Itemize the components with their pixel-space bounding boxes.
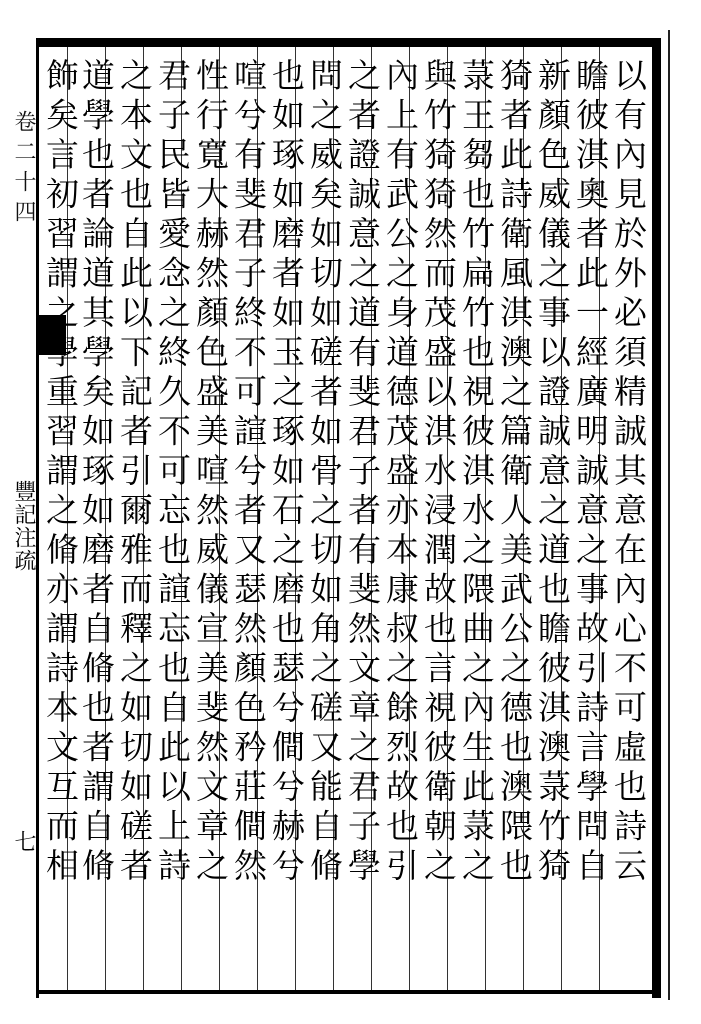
text-column: 之本文也自此以下記者引爾雅而釋之如切如磋者: [115, 58, 154, 888]
text-column: 內上有武公之身道德茂盛亦本康叔之餘烈故也引: [381, 58, 420, 888]
page-frame-left: [36, 38, 39, 998]
page-number: 七: [11, 830, 36, 852]
volume-marks: 卷二十四: [11, 110, 36, 230]
text-column: 飾矣言初習謂之學重習謂之脩亦謂詩本文互而相: [41, 58, 80, 888]
text-column: 性行寬大赫然顏色盛美喧然威儀宣美斐然文章之: [191, 58, 230, 888]
text-column: 之者證誠意之道有斐君子者有斐然文章之君子學: [343, 58, 382, 888]
text-column: 君子民皆愛念之終久不可忘也諠忘也自此以上詩: [153, 58, 192, 888]
text-column: 瞻彼淇奧者此一經廣明誠意之事故引詩言學問自: [571, 58, 610, 888]
page-frame-right: [652, 38, 661, 998]
gutter-margin: [4, 40, 34, 1000]
text-column: 菉王芻也竹扁竹也視彼淇水之隈曲之內生此菉之: [457, 58, 496, 888]
text-column: 與竹猗猗然而茂盛以淇水浸潤故也言視彼衛朝之: [419, 58, 458, 888]
text-column: 新顏色威儀之事以證誠意之道也瞻彼淇澳菉竹猗: [533, 58, 572, 888]
page-edge-line: [668, 30, 670, 1000]
text-column: 以有內見於外必須精誠其意在內心不可虛也詩云: [609, 58, 648, 888]
text-column: 也如琢如磨者如玉之琢如石之磨也瑟兮僴兮赫兮: [267, 58, 306, 888]
text-column: 喧兮有斐君子終不可諠兮者又瑟然顏色矜莊僴然: [229, 58, 268, 888]
book-title: 豐記注疏: [11, 480, 36, 572]
page-frame-bottom: [36, 990, 660, 994]
text-column: 猗者此詩衛風淇澳之篇衛人美武公之德也澳隈也: [495, 58, 534, 888]
text-column: 道學也者論道其學矣如琢如磨者自脩也者謂自脩: [77, 58, 116, 888]
text-column: 問之威矣如切如磋者如骨之切如角之磋又能自脩: [305, 58, 344, 888]
page-frame-top: [36, 38, 660, 47]
